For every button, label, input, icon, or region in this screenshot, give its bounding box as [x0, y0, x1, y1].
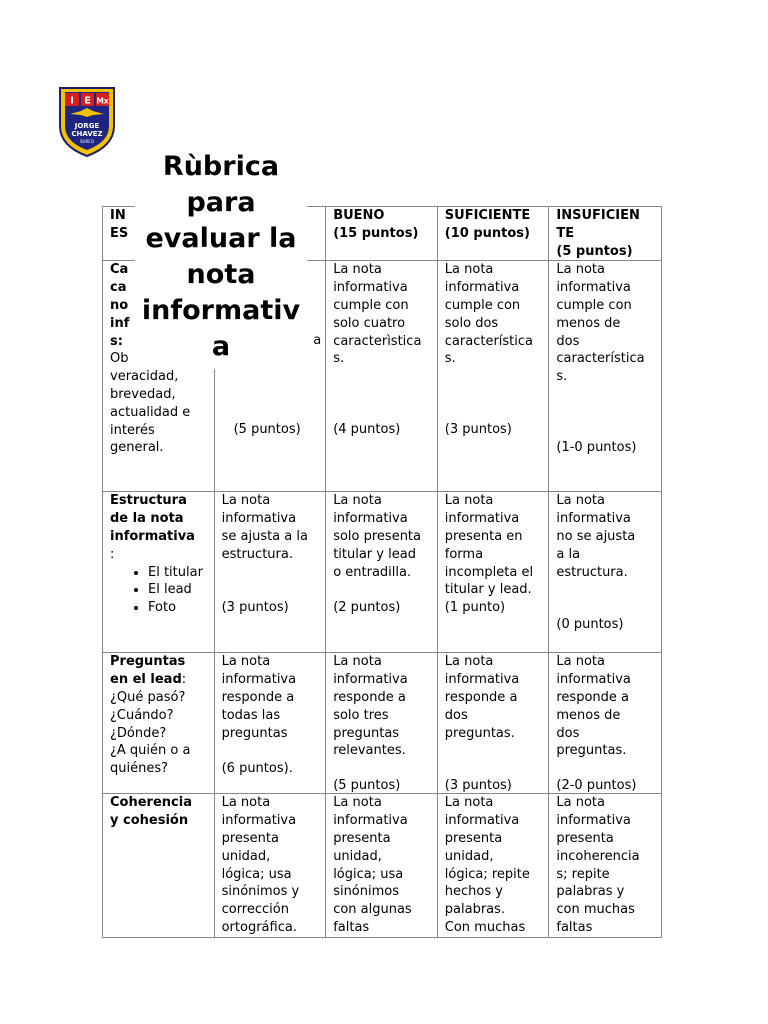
- points-label: (1-0 puntos): [556, 440, 637, 456]
- title-line: informativ: [141, 295, 301, 326]
- title-line: evaluar la: [145, 223, 297, 254]
- descriptor-text: La nota informativa presenta unidad, lógica; repite hechos y palabras. Con muchas: [444, 795, 530, 935]
- list-item: • El lead: [148, 581, 210, 599]
- descriptor-text: La nota informativa responde a dos preguntas.: [444, 654, 520, 741]
- descriptor-text: La nota informativa presenta en forma incompleta el titular y lead.: [444, 493, 534, 598]
- descriptor-cell: [549, 492, 662, 653]
- points-label: (3 puntos): [444, 778, 512, 794]
- descriptor-cell: [214, 653, 326, 794]
- header-criteria-fragment: IN: [110, 208, 126, 223]
- descriptor-cell: [437, 653, 549, 794]
- logo-letter: E: [84, 95, 91, 107]
- points-label: (3 puntos): [444, 422, 512, 438]
- descriptor-cell: [437, 261, 549, 492]
- criterion-title: Coherencia y cohesión: [110, 795, 192, 829]
- points-label: (4 puntos): [333, 422, 401, 438]
- table-row: [103, 492, 662, 653]
- criterion-colon: :: [181, 672, 187, 688]
- descriptor-cell: [437, 492, 549, 653]
- list-item: • El titular: [148, 564, 210, 582]
- header-bueno: BUENO (15 puntos): [333, 208, 419, 241]
- descriptor-text: La nota informativa cumple con solo dos característica s.: [444, 262, 534, 367]
- criterion-cell: [103, 653, 215, 794]
- descriptor-cell: [326, 653, 438, 794]
- document-title: [135, 146, 307, 369]
- header-insuficiente-cell: [549, 207, 662, 261]
- descriptor-cell: [326, 794, 438, 937]
- table-row: [103, 653, 662, 794]
- descriptor-cell: [549, 653, 662, 794]
- points-label: (5 puntos): [333, 778, 401, 794]
- table-row: [103, 794, 662, 937]
- header-suficiente: SUFICIENTE (10 puntos): [444, 208, 531, 241]
- descriptor-cell: [214, 794, 326, 937]
- points-label: (2 puntos): [333, 600, 401, 616]
- descriptor-cell: [326, 261, 438, 492]
- logo-letter: Mx: [96, 96, 109, 106]
- structure-list: [110, 564, 210, 617]
- descriptor-text: La nota informativa presenta incoherencia s; repite palabras y con muchas faltas: [556, 795, 640, 935]
- criterion-title: Preguntas en el lead: [110, 654, 186, 688]
- descriptor-text: La nota informativa se ajusta a la estructura.: [221, 493, 308, 562]
- title-line: a: [211, 331, 231, 362]
- descriptor-text: La nota informativa cumple con solo cuatro caracterìstica s.: [333, 262, 422, 367]
- criterion-cell: [103, 492, 215, 653]
- points-label: (5 puntos): [233, 422, 301, 438]
- header-insuficiente: INSUFICIEN TE (5 puntos): [556, 208, 640, 259]
- descriptor-text: La nota informativa cumple con menos de dos característica s.: [556, 262, 645, 385]
- criterion-description: Ob veracidad, brevedad, actualidad e interés general.: [110, 351, 191, 456]
- points-label: (2-0 puntos): [556, 778, 637, 794]
- descriptor-text: La nota informativa responde a todas las preguntas: [221, 654, 297, 741]
- logo-letter: I: [70, 95, 74, 107]
- title-line: para: [186, 187, 256, 218]
- criterion-questions: ¿Qué pasó? ¿Cuándo? ¿Dónde? ¿A quién o a quiénes?: [110, 689, 191, 777]
- descriptor-text: La nota informativa solo presenta titular y lead o entradilla.: [333, 493, 421, 580]
- descriptor-cell: [214, 492, 326, 653]
- descriptor-text: La nota informativa responde a solo tres preguntas relevantes.: [333, 654, 408, 759]
- header-bueno-cell: [326, 207, 438, 261]
- descriptor-text: La nota informativa responde a menos de dos preguntas.: [556, 654, 631, 759]
- descriptor-cell: [549, 794, 662, 937]
- list-item: • Foto: [148, 599, 210, 617]
- descriptor-fragment: a: [313, 333, 322, 349]
- descriptor-text: La nota informativa no se ajusta a la estructura.: [556, 493, 636, 580]
- criterion-fragment: Ca ca no inf s:: [110, 262, 130, 349]
- criterion-title: Estructura de la nota informativa: [110, 493, 195, 544]
- logo-place: SURCO: [80, 139, 94, 144]
- header-criteria-fragment: ES: [110, 225, 129, 241]
- descriptor-text: La nota informativa presenta unidad, lógica; usa sinónimos con algunas faltas: [333, 795, 412, 935]
- criterion-cell: [103, 794, 215, 937]
- logo-name-line: CHAVEZ: [71, 130, 103, 138]
- descriptor-text: La nota informativa presenta unidad, lógica; usa sinónimos y corrección ortográfica.: [221, 795, 300, 935]
- title-line: nota: [186, 259, 256, 290]
- points-label: (1 punto): [444, 600, 506, 616]
- descriptor-cell: [549, 261, 662, 492]
- header-suficiente-cell: [437, 207, 549, 261]
- points-label: (0 puntos): [556, 617, 624, 633]
- criterion-colon: :: [110, 546, 115, 562]
- logo-name-line: JORGE: [74, 122, 100, 130]
- school-crest-logo: [57, 86, 117, 158]
- descriptor-cell: [437, 794, 549, 937]
- points-label: (3 puntos): [221, 600, 289, 616]
- points-label: (6 puntos).: [221, 761, 293, 777]
- title-line: Rùbrica: [162, 151, 280, 182]
- descriptor-cell: [326, 492, 438, 653]
